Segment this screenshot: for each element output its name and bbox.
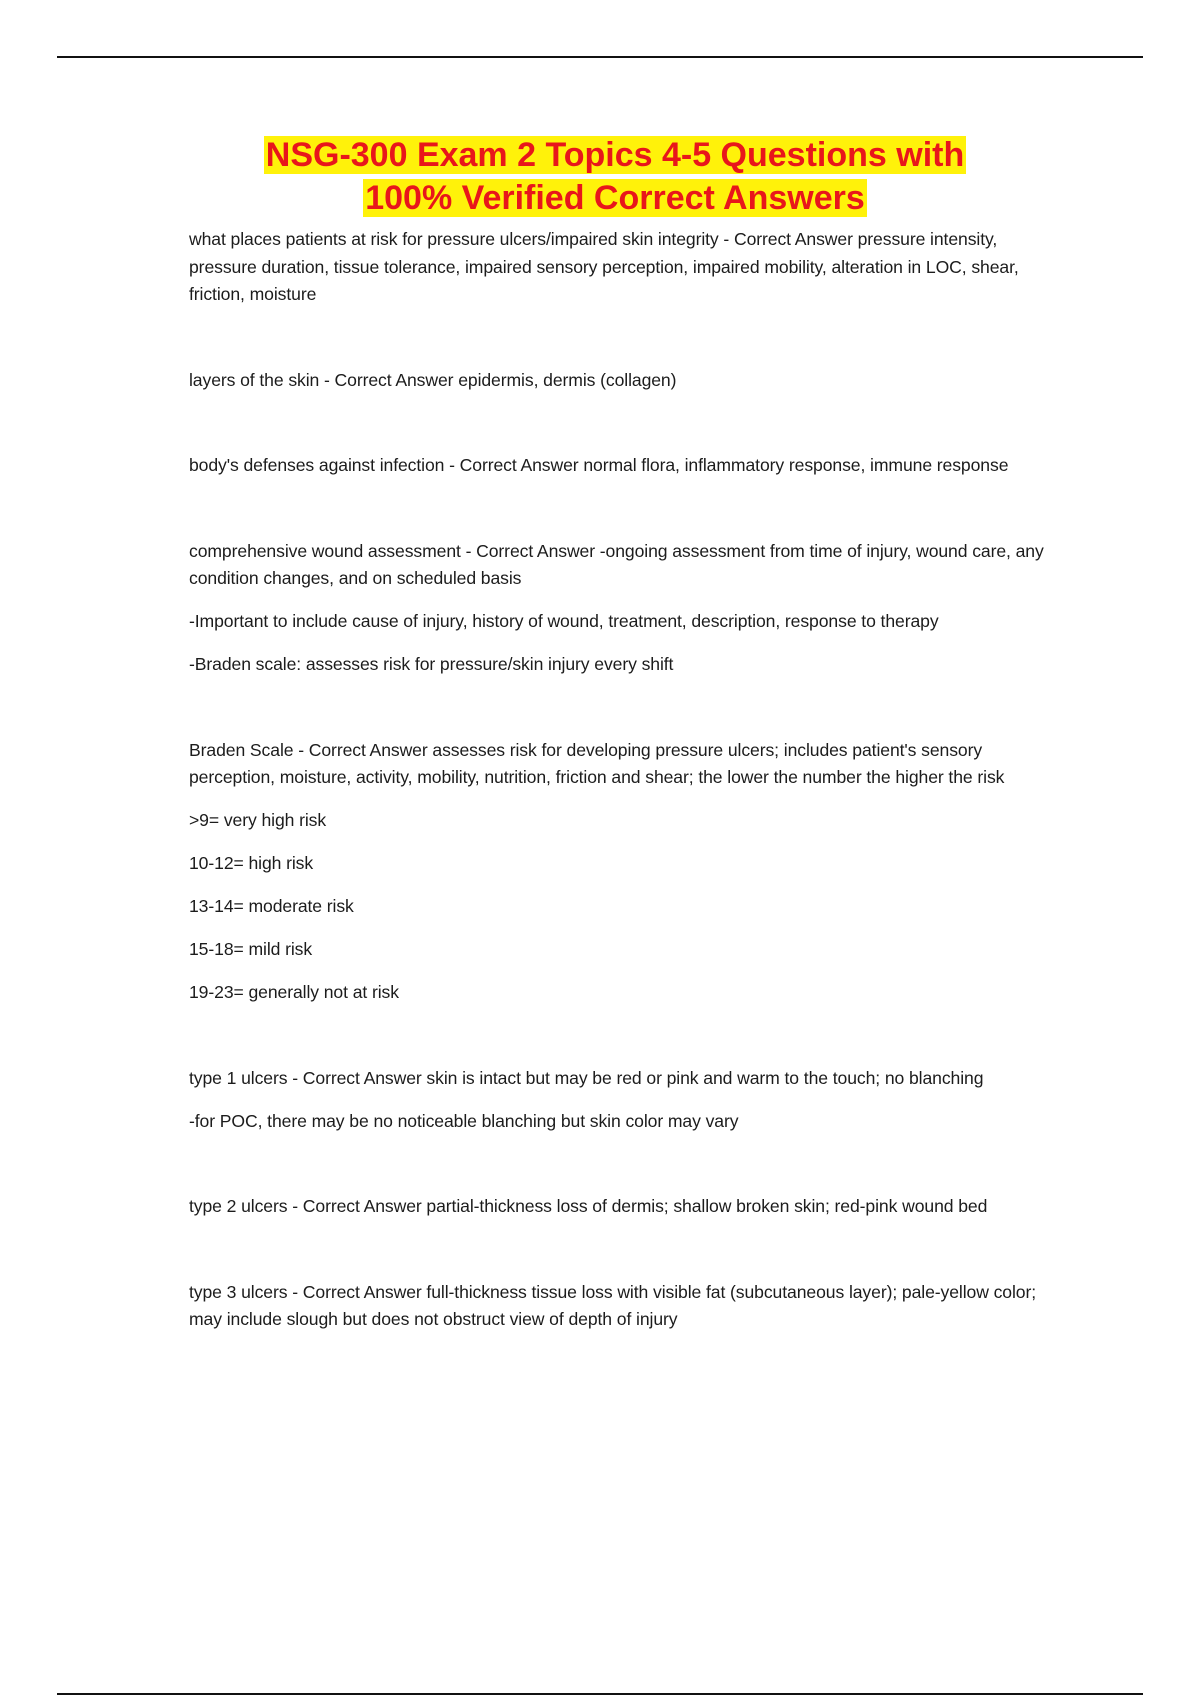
block-spacer [189,1007,1051,1065]
qa-block [189,226,1051,309]
block-spacer [189,1135,1051,1193]
qa-block [189,367,1051,395]
qa-list [189,226,1051,1334]
qa-detail-line: -Braden scale: assesses risk for pressure/skin injury every shift [189,654,674,674]
qa-question-answer: layers of the skin - Correct Answer epidermis, dermis (collagen) [189,369,677,390]
document-page [189,134,1051,1334]
qa-question-answer: type 2 ulcers - Correct Answer partial-thickness loss of dermis; shallow broken skin; red-pink wound bed [189,1196,988,1216]
block-spacer [189,679,1051,737]
qa-block [189,452,1051,480]
qa-block [189,1065,1051,1136]
qa-question-answer: type 3 ulcers - Correct Answer full-thickness tissue loss with visible fat (subcutaneous layer); pale-yellow color; may include slough but does not obstruct view of depth of injury [189,1281,1037,1329]
qa-detail-line: >9= very high risk [189,810,327,830]
qa-block [189,737,1051,1007]
qa-question-answer: what places patients at risk for pressure ulcers/impaired skin integrity - Correct Answer pressure intensity, pressure duration, tissue tolerance, impaired sensory perception, impaired mobility, alteration in LOC, shear, friction, moisture [189,229,1019,304]
block-spacer [189,309,1051,367]
qa-block [189,538,1051,679]
qa-detail-line: -for POC, there may be no noticeable blanching but skin color may vary [189,1110,739,1131]
qa-block [189,1193,1051,1221]
qa-detail-line: 10-12= high risk [189,853,314,873]
qa-question-answer: Braden Scale - Correct Answer assesses risk for developing pressure ulcers; includes patient's sensory perception, moisture, activity, mobility, nutrition, friction and shear; the lower the number the higher the risk [189,739,1005,787]
qa-detail-line: 15-18= mild risk [189,939,313,959]
qa-detail-line: 13-14= moderate risk [189,896,354,916]
top-rule [57,56,1143,58]
document-title-line-2: 100% Verified Correct Answers [365,179,865,217]
qa-detail-line: -Important to include cause of injury, history of wound, treatment, description, response to therapy [189,611,939,631]
qa-question-answer: body's defenses against infection - Correct Answer normal flora, inflammatory response, immune response [189,455,1009,475]
bottom-rule [57,1693,1143,1695]
document-title [179,134,1051,220]
qa-question-answer: comprehensive wound assessment - Correct Answer -ongoing assessment from time of injury, wound care, any condition changes, and on scheduled basis [189,540,1044,588]
qa-block [189,1279,1051,1334]
block-spacer [189,394,1051,452]
block-spacer [189,480,1051,538]
qa-detail-line: 19-23= generally not at risk [189,982,399,1002]
qa-question-answer: type 1 ulcers - Correct Answer skin is intact but may be red or pink and warm to the touch; no blanching [189,1067,984,1088]
document-title-line-1: NSG-300 Exam 2 Topics 4-5 Questions with [265,136,965,174]
block-spacer [189,1221,1051,1279]
